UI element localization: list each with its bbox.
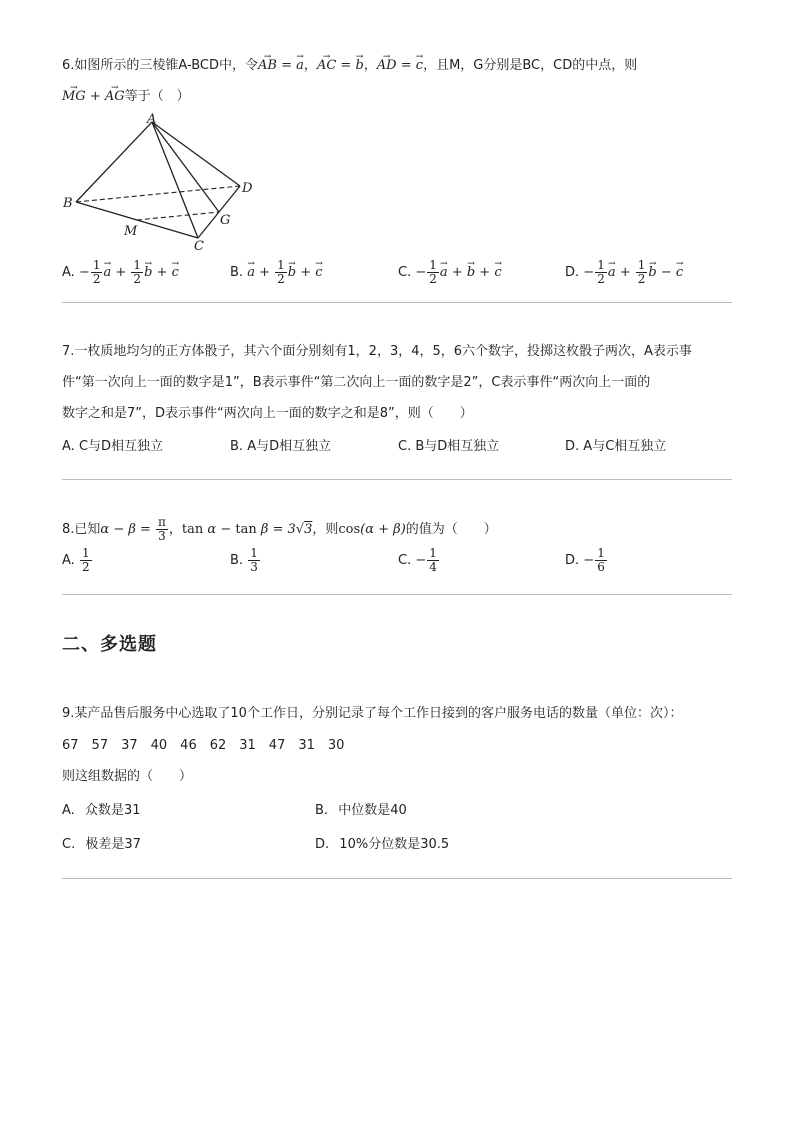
divider <box>62 302 732 303</box>
q9-option-d[interactable] <box>315 836 449 854</box>
q8-cond2: tan α − tan β = 3√3 <box>181 522 313 537</box>
q8-option-d-label: D. <box>565 553 580 568</box>
q7-option-c[interactable] <box>398 438 499 456</box>
q9-option-c-label: C. <box>62 837 76 852</box>
q9-option-b[interactable] <box>315 802 407 820</box>
q6-option-d-math: − $\frac{1}{2}$ → a + $\frac{1}{2}$ → b − → c <box>583 265 683 280</box>
q9-stem-line1: 9.某产品售后服务中心选取了10个工作日，分别记录了每个工作日接到的客户服务电话的数量（单位：次）： <box>62 706 683 721</box>
q6-option-a-math: − $\frac{1}{2}$ → a + $\frac{1}{2}$ → b + → c <box>79 265 179 280</box>
q8-mid: ，则 <box>312 522 339 537</box>
q7-option-b-label: B. <box>230 439 244 454</box>
q7-stem-line3: 数字之和是7”，D表示事件“两次向上一面的数字之和是8”，则（ ） <box>62 406 473 421</box>
q7-option-a-text: C与D相互独立 <box>78 439 164 454</box>
q9-option-d-label: D. <box>315 837 330 852</box>
vertex-label-g: G <box>220 213 231 228</box>
q8-option-b-label: B. <box>230 553 244 568</box>
q6-option-d-label: D. <box>565 265 580 280</box>
edge-mg-hidden <box>137 212 219 220</box>
q9-option-b-text: 中位数是40 <box>338 803 407 818</box>
q7-option-a[interactable] <box>62 438 163 456</box>
divider <box>62 594 732 595</box>
q8-option-c-label: C. <box>398 553 412 568</box>
q6-option-a-label: A. <box>62 265 75 280</box>
vertex-label-c: C <box>194 239 204 252</box>
q8-sep: ， <box>168 522 182 537</box>
q6-option-b[interactable] <box>230 259 323 286</box>
q7-option-b-text: A与D相互独立 <box>247 439 332 454</box>
q8-option-b[interactable] <box>230 547 261 574</box>
q7-option-b[interactable] <box>230 438 331 456</box>
q6-option-b-math: → a + $\frac{1}{2}$ → b + → c <box>247 265 322 280</box>
q6-expr-v2: → AG <box>105 88 125 106</box>
q8-lead: 8.已知 <box>62 522 101 537</box>
q8-option-c-value: − $\frac{1}{4}$ <box>415 546 437 574</box>
q6-eq2: → AC = → b <box>317 58 364 73</box>
q6-option-b-label: B. <box>230 265 244 280</box>
q9-option-d-text: 10%分位数是30.5 <box>339 837 450 852</box>
q8-option-d-value: − $\frac{1}{6}$ <box>583 546 605 574</box>
vertex-label-d: D <box>242 181 253 196</box>
q6-eq3-lhs: → AD <box>377 57 397 75</box>
q8-cond1: α − β = $\frac{\pi}{3}$ <box>100 515 166 543</box>
q9-option-c[interactable] <box>62 836 141 854</box>
q8-option-a-value: $\frac{1}{2}$ <box>81 546 90 574</box>
q7-option-d-label: D. <box>565 439 580 454</box>
q6-eq2-rhs: → b <box>355 57 363 75</box>
edge-ab <box>76 122 152 202</box>
q7-option-d-text: A与C相互独立 <box>583 439 667 454</box>
q6-eq3-rhs: → c <box>416 57 423 75</box>
q6-eq2-lhs: → AC <box>317 57 336 75</box>
q7-option-d[interactable] <box>565 438 666 456</box>
divider <box>62 878 732 879</box>
q9-option-a[interactable] <box>62 802 140 820</box>
q7-stem-line2: 件“第一次向上一面的数字是1”，B表示事件“第二次向上一面的数字是2”，C表示事件“两次向上一面的 <box>62 375 651 390</box>
q8-target: cos(α + β) <box>338 522 406 537</box>
q8-option-b-value: $\frac{1}{3}$ <box>250 546 258 574</box>
q6-tetrahedron-figure <box>60 112 270 252</box>
q9-option-a-text: 众数是31 <box>84 803 141 818</box>
q6-option-d[interactable] <box>565 259 683 286</box>
q9-option-b-label: B. <box>315 803 329 818</box>
edge-bd-hidden <box>76 186 240 202</box>
q6-eq1-lhs: → AB <box>258 57 277 75</box>
q8-ask: 的值为（ ） <box>405 522 497 537</box>
divider <box>62 479 732 480</box>
q6-stem-line2 <box>62 88 190 106</box>
q7-option-c-label: C. <box>398 439 412 454</box>
q6-option-c[interactable] <box>398 259 502 286</box>
section-heading-multiple-choice: 二、多选题 <box>62 634 157 655</box>
q6-ask: 等于（ ） <box>124 89 190 104</box>
q6-stem-line1: 6.如图所示的三棱锥A-BCD中，令→ AB = → a，→ AC = → b，→ AD = → c，且M，G分别是BC，CD的中点，则 <box>62 57 637 75</box>
q6-eq1-rhs: → a <box>296 57 304 75</box>
edge-ag <box>152 122 219 212</box>
q8-option-a[interactable] <box>62 547 93 574</box>
q7-option-a-label: A. <box>62 439 75 454</box>
q7-option-c-text: B与D相互独立 <box>415 439 500 454</box>
q9-stem-line3: 则这组数据的（ ） <box>62 769 193 784</box>
vertex-label-m: M <box>124 224 138 239</box>
q6-eq3: → AD = → c <box>377 58 423 73</box>
q6-eq1: → AB = → a <box>258 58 304 73</box>
q8-option-c[interactable] <box>398 547 440 574</box>
q9-data-line: 67 57 37 40 46 62 31 47 31 30 <box>62 738 345 753</box>
q8-option-a-label: A. <box>62 553 75 568</box>
q9-option-a-label: A. <box>62 803 75 818</box>
q8-option-d[interactable] <box>565 547 608 574</box>
q8-stem <box>62 516 497 543</box>
vertex-label-a: A <box>147 112 157 127</box>
q6-expr-v1: → MG <box>62 88 86 106</box>
vertex-label-b: B <box>63 196 73 211</box>
q6-lead: 6.如图所示的三棱锥A-BCD中，令 <box>62 58 259 73</box>
q7-stem-line1: 7.一枚质地均匀的正方体骰子，其六个面分别刻有1，2，3，4，5，6六个数字，投掷这枚骰子两次，A表示事 <box>62 344 692 359</box>
q6-expression: → MG + → AG <box>62 89 125 104</box>
q6-tail: ，且M，G分别是BC，CD的中点，则 <box>423 58 638 73</box>
q6-option-a[interactable] <box>62 259 179 286</box>
q9-option-c-text: 极差是37 <box>85 837 141 852</box>
q6-option-c-math: − $\frac{1}{2}$ → a + → b + → c <box>415 265 501 280</box>
q6-option-c-label: C. <box>398 265 412 280</box>
